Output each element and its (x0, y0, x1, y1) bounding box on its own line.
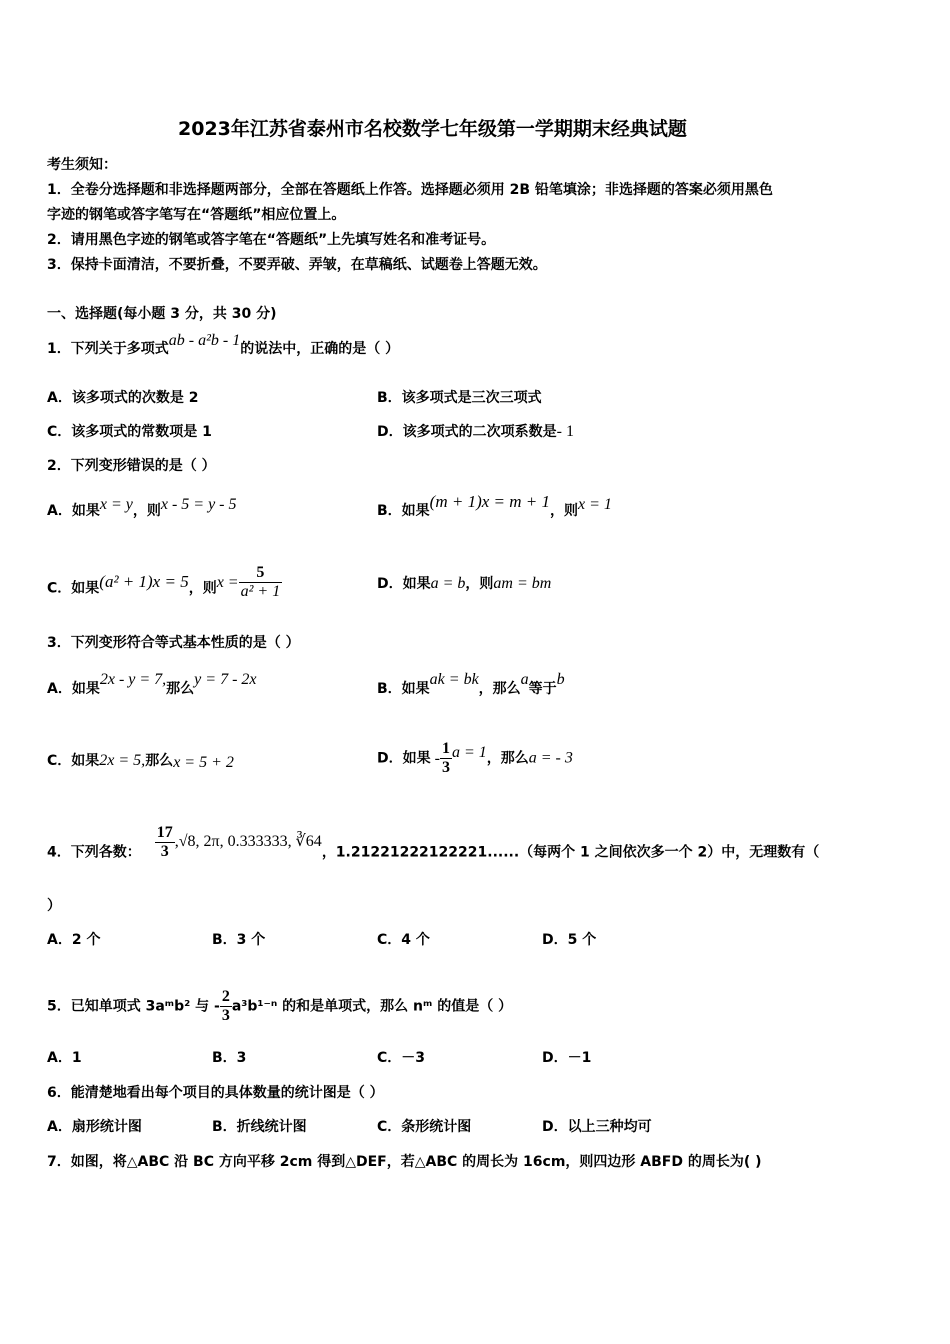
question-3-option-c-expr-1: 2x = 5, (99, 752, 146, 769)
question-4-stem (47, 824, 820, 871)
question-6-option-b: B．折线统计图 (212, 1119, 307, 1135)
question-5-option-b: B．3 (212, 1050, 247, 1066)
question-2-option-b-expr-2: x = 1 (578, 496, 612, 513)
question-7-stem: 7．如图，将△ABC 沿 BC 方向平移 2cm 得到△DEF，若△ABC 的周长为 16cm，则四边形 ABFD 的周长为( ) (47, 1154, 762, 1170)
question-2-option-a-mid: ，则 (132, 503, 161, 519)
question-2-option-d-expr-1: a = b (430, 575, 466, 592)
question-5-stem-post: a³b¹⁻ⁿ 的和是单项式，那么 nᵐ 的值是（ ） (231, 998, 513, 1015)
question-3-option-b (377, 671, 565, 698)
question-3-option-c (47, 750, 234, 770)
question-4-option-a: A．2 个 (47, 932, 101, 948)
question-3-option-c-pre: C．如果 (47, 753, 100, 769)
notice-item-1-line-2: 字迹的钢笔或答字笔写在“答题纸”相应位置上。 (47, 207, 346, 223)
question-3-option-b-expr-2: a (520, 671, 529, 688)
question-1-option-d-expr: - 1 (556, 423, 574, 440)
question-6-option-c: C．条形统计图 (377, 1119, 472, 1135)
question-3-option-d-fraction (440, 740, 452, 777)
question-2-option-a-expr-1: x = y (99, 496, 133, 513)
fraction-denominator: 3 (160, 843, 169, 860)
fraction-numerator: 2 (221, 988, 230, 1005)
question-2-option-c (47, 564, 282, 607)
question-3-option-a-expr-2: y = 7 - 2x (194, 671, 257, 688)
question-2-option-a (47, 496, 237, 520)
question-1-option-a: A．该多项式的次数是 2 (47, 390, 199, 406)
question-3-option-a (47, 671, 257, 698)
fraction-numerator: 1 (441, 740, 450, 757)
question-3-option-b-mid: ，那么 (478, 681, 521, 697)
question-4-option-c: C．4 个 (377, 932, 430, 948)
question-1-stem (47, 332, 400, 358)
question-3-option-a-pre: A．如果 (47, 681, 100, 697)
question-5-option-c: C．－3 (377, 1050, 426, 1066)
question-1-stem-pre: 1．下列关于多项式 (47, 341, 169, 357)
notice-item-2: 2．请用黑色字迹的钢笔或答字笔在“答题纸”上先填写姓名和准考证号。 (47, 232, 496, 248)
fraction-denominator: a² + 1 (240, 583, 281, 600)
question-4-fraction (155, 824, 175, 861)
question-3-option-c-expr-2: x = 5 + 2 (173, 754, 234, 771)
question-3-stem: 3．下列变形符合等式基本性质的是（ ） (47, 635, 300, 651)
question-6-stem: 6．能清楚地看出每个项目的具体数量的统计图是（ ） (47, 1085, 384, 1101)
question-3-option-d (377, 740, 573, 777)
question-1-option-c: C．该多项式的常数项是 1 (47, 424, 212, 440)
question-3-option-d-pre: D．如果 (377, 750, 431, 767)
question-5-option-d: D．－1 (542, 1050, 592, 1066)
question-2-option-a-expr-2: x - 5 = y - 5 (160, 496, 237, 513)
fraction-denominator: 3 (441, 759, 450, 776)
question-2-option-d-pre: D．如果 (377, 576, 431, 592)
question-3-option-b-mid-2: 等于 (528, 681, 557, 697)
question-2-option-d-mid: ，则 (465, 576, 494, 592)
question-4-stem-post: ，1.21221222122221......（每两个 1 之间依次多一个 2）中，无理数有（ (321, 844, 820, 861)
question-1-stem-post: 的说法中，正确的是（ ） (240, 341, 400, 357)
question-2-option-b (377, 492, 612, 520)
page-title: 2023年江苏省泰州市名校数学七年级第一学期期末经典试题 (178, 118, 687, 140)
question-6-option-a: A．扇形统计图 (47, 1119, 142, 1135)
question-1-option-b: B．该多项式是三次三项式 (377, 390, 542, 406)
question-4-close-paren: ） (47, 898, 61, 914)
question-2-option-c-expr-2-lhs: x = (216, 573, 239, 591)
question-2-stem: 2．下列变形错误的是（ ） (47, 458, 216, 474)
question-3-option-d-expr-2: a = - 3 (528, 749, 573, 767)
question-1-expression: ab - a²b - 1 (168, 332, 241, 349)
notice-item-3: 3．保持卡面清洁，不要折叠，不要弄破、弄皱，在草稿纸、试题卷上答题无效。 (47, 257, 547, 273)
fraction-numerator: 17 (156, 824, 173, 841)
question-5-option-a: A．1 (47, 1050, 82, 1066)
question-1-option-d (377, 421, 574, 441)
question-6-option-d: D．以上三种均可 (542, 1119, 652, 1135)
question-3-option-a-expr-1: 2x - y = 7, (99, 671, 167, 688)
question-3-option-c-mid: 那么 (145, 753, 174, 769)
question-3-option-a-mid: 那么 (166, 681, 195, 697)
question-3-option-b-expr-3: b (556, 671, 565, 688)
question-2-option-c-fraction (239, 564, 283, 601)
question-3-option-d-mid: ，那么 (486, 750, 529, 767)
question-5-stem (47, 988, 512, 1025)
notice-heading: 考生须知： (47, 157, 117, 173)
question-3-option-b-expr-1: ak = bk (429, 671, 479, 688)
question-1-option-d-text: D．该多项式的二次项系数是 (377, 424, 557, 440)
question-2-option-b-mid: ，则 (550, 503, 579, 519)
question-4-stem-pre: 4．下列各数： (47, 844, 141, 861)
question-2-option-b-expr-1: (m + 1)x = m + 1 (429, 492, 551, 511)
question-2-option-a-pre: A．如果 (47, 503, 100, 519)
question-5-fraction (220, 988, 232, 1025)
question-2-option-c-expr-1: (a² + 1)x = 5 (99, 571, 189, 591)
question-2-option-b-pre: B．如果 (377, 503, 430, 519)
question-4-option-b: B．3 个 (212, 932, 266, 948)
notice-item-1-line-1: 1．全卷分选择题和非选择题两部分，全部在答题纸上作答。选择题必须用 2B 铅笔填涂；非选择题的答案必须用黑色 (47, 182, 773, 198)
question-2-option-d-expr-2: am = bm (493, 575, 552, 592)
question-4-option-d: D．5 个 (542, 932, 597, 948)
question-5-stem-pre: 5．已知单项式 3aᵐb² 与 - (47, 998, 220, 1015)
section-heading: 一、选择题(每小题 3 分，共 30 分) (47, 306, 277, 322)
question-2-option-d (377, 573, 551, 593)
fraction-numerator: 5 (239, 564, 283, 583)
fraction-denominator: 3 (221, 1007, 230, 1024)
question-4-number-list: ,√8, 2π, 0.333333, ∛64 (174, 832, 322, 850)
question-3-option-b-pre: B．如果 (377, 681, 430, 697)
question-3-option-d-expr-1: a = 1 (451, 743, 487, 761)
question-2-option-c-mid: ，则 (188, 580, 217, 597)
question-3-option-d-neg: - (434, 749, 440, 767)
question-2-option-c-pre: C．如果 (47, 580, 100, 597)
